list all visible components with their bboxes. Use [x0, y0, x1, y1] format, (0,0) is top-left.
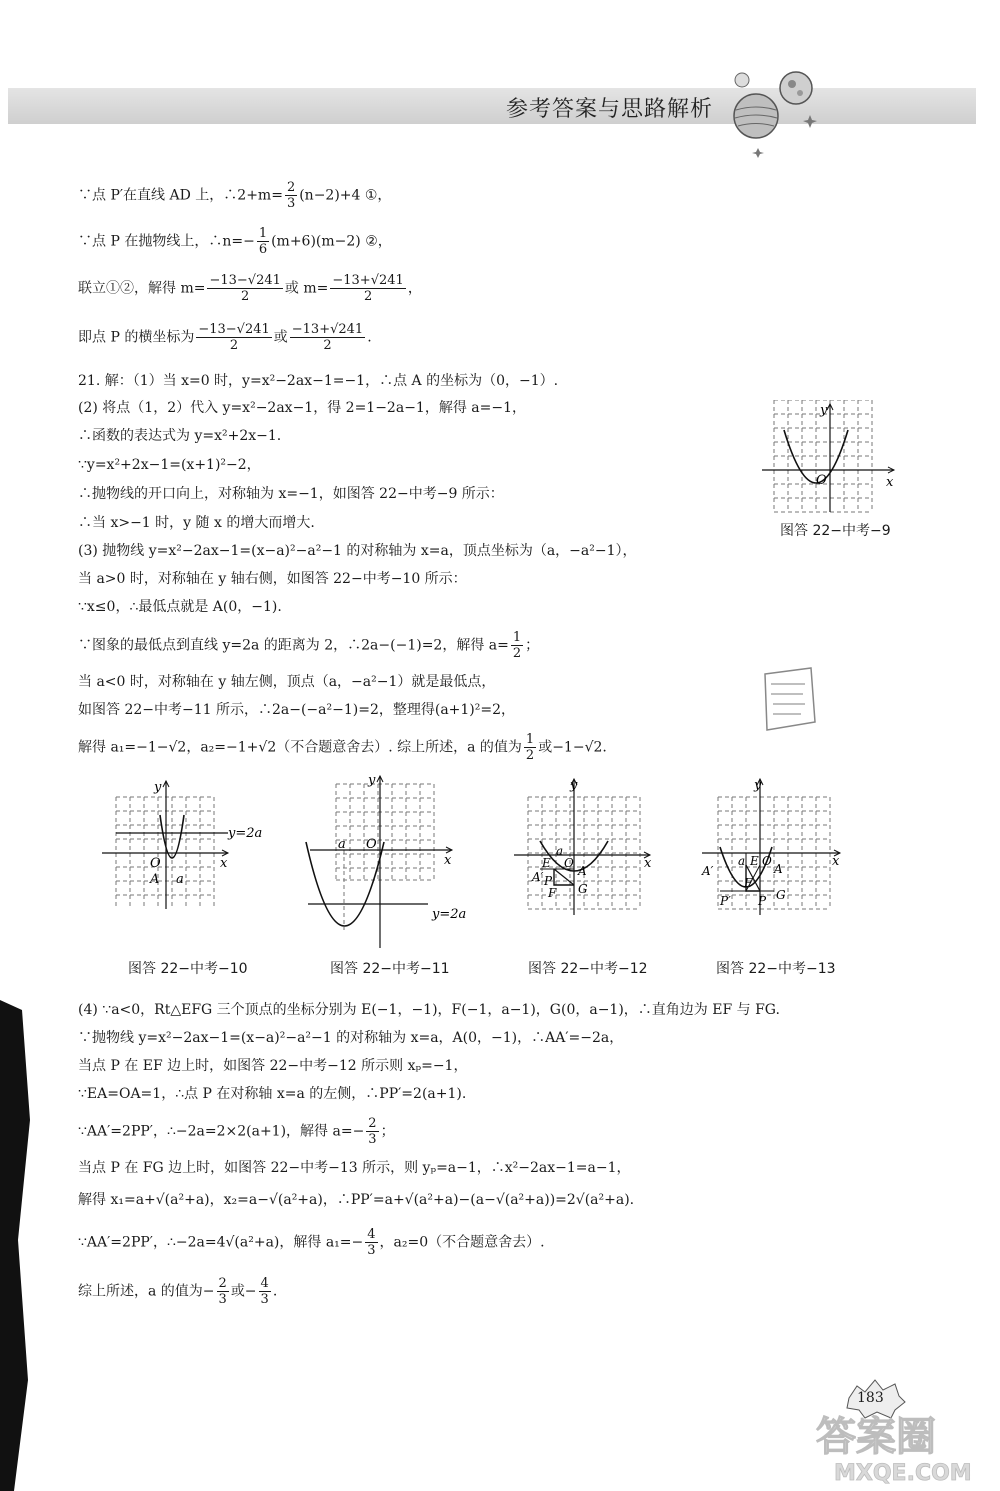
svg-text:答案圈: 答案圈	[816, 1414, 936, 1460]
text-line-9: ∴抛物线的开口向上，对称轴为 x=−1，如图答 22−中考−9 所示：	[78, 486, 504, 502]
text-line-13: ∵x≤0，∴最低点就是 A(0，−1).	[78, 599, 282, 615]
point-label-f: F	[744, 876, 753, 890]
point-label-e: E	[542, 856, 551, 870]
text-line-14: ∵图象的最低点到直线 y=2a 的距离为 2，∴2a−(−1)=2，解得 a= $\frac{1}{2}$ ；	[78, 630, 540, 661]
stamp-icon	[757, 664, 819, 734]
fraction: $\frac{-13-√241}{2}$	[209, 273, 281, 304]
figure-22-9	[762, 400, 902, 515]
text-line-20: 当点 P 在 EF 边上时，如图答 22−中考−12 所示则 xₚ=−1，	[78, 1058, 468, 1074]
fraction: $\frac{-13-√241}{2}$	[198, 322, 270, 353]
figure-22-12	[512, 775, 662, 925]
text-line-24: 解得 x₁=a+√(a²+a)，x₂=a−√(a²+a)，∴PP′=a+√(a²+a)−(a−√(a²+a))=2√(a²+a).	[78, 1192, 635, 1208]
point-label-e: E	[750, 854, 759, 868]
origin-label: O	[762, 854, 772, 868]
text-line-17: 解得 a₁=−1−√2，a₂=−1+√2（不合题意舍去）. 综上所述，a 的值为 $\frac{1}{2}$ 或−1−√2.	[78, 732, 607, 763]
text-line-2: ∵点 P 在抛物线上，∴n=− $\frac{1}{6}$ (m+6)(m−2) ②，	[78, 226, 392, 257]
fraction: $\frac{1}{6}$	[258, 226, 268, 257]
figure-caption: 图答 22−中考−9	[780, 523, 891, 539]
vertex-label: a	[556, 844, 564, 858]
fraction: $\frac{2}{3}$	[368, 1116, 377, 1147]
figure-22-10	[98, 775, 263, 915]
origin-label: O	[564, 856, 574, 870]
point-label-p: P	[758, 894, 767, 908]
origin-label: O	[366, 837, 377, 852]
point-label-p: P	[544, 874, 553, 888]
text-line-22: ∵AA′=2PP′，∴−2a=2×2(a+1)，解得 a=− $\frac{2}{3}$ ；	[78, 1116, 395, 1147]
text-line-26: 综上所述，a 的值为− $\frac{2}{3}$ 或− $\frac{4}{3}$ .	[78, 1276, 278, 1307]
figure-caption: 图答 22−中考−11	[330, 961, 450, 977]
point-label-a-prime: A′	[532, 870, 544, 884]
text-line-11: (3) 抛物线 y=x²−2ax−1=(x−a)²−a²−1 的对称轴为 x=a，顶点坐标为（a，−a²−1），	[78, 543, 637, 559]
svg-text:MXQE.COM: MXQE.COM	[834, 1461, 972, 1486]
page-header-title: 参考答案与思路解析	[506, 97, 714, 122]
text-line-8: ∵y=x²+2x−1=(x+1)²−2，	[78, 457, 261, 473]
axis-label-y: y	[820, 403, 828, 418]
text-line-6: (2) 将点（1，2）代入 y=x²−2ax−1，得 2=1−2a−1，解得 a=−1，	[78, 400, 526, 416]
text-line-15: 当 a<0 时，对称轴在 y 轴左侧，顶点（a，−a²−1）就是最低点，	[78, 674, 496, 690]
planets-decoration-icon	[722, 60, 822, 160]
vertex-label: a	[738, 854, 746, 868]
text-line-25: ∵AA′=2PP′，∴−2a=4√(a²+a)，解得 a₁=− $\frac{4}{3}$ ，a₂=0（不合题意舍去）.	[78, 1227, 545, 1258]
point-label-g: G	[578, 882, 588, 896]
fraction: $\frac{-13+√241}{2}$	[291, 322, 364, 353]
axis-label-x: x	[220, 856, 228, 871]
watermark-logo	[812, 1406, 992, 1486]
point-label-g: G	[776, 888, 786, 902]
axis-label-y: y	[368, 773, 376, 788]
text-line-1: ∵点 P′在直线 AD 上，∴2+m= $\frac{2}{3}$ (n−2)+4 ①，	[78, 180, 392, 211]
fraction: $\frac{1}{2}$	[525, 732, 535, 763]
vertex-label: a	[176, 872, 184, 887]
axis-label-y: y	[570, 778, 578, 793]
point-label-p-prime: P′	[720, 894, 731, 908]
header-band	[8, 88, 976, 124]
axis-label-x: x	[832, 854, 840, 869]
point-label-a-prime: A′	[702, 864, 714, 878]
point-label-a: A	[774, 862, 783, 876]
text-line-5: 21. 解：（1）当 x=0 时，y=x²−2ax−1=−1，∴点 A 的坐标为（0，−1）.	[78, 373, 559, 389]
axis-label-x: x	[886, 475, 894, 490]
text-line-23: 当点 P 在 FG 边上时，如图答 22−中考−13 所示，则 yₚ=a−1，∴x²−2ax−1=a−1，	[78, 1160, 631, 1176]
text-line-16: 如图答 22−中考−11 所示，∴2a−(−a²−1)=2，整理得(a+1)²=2，	[78, 702, 516, 718]
text-line-10: ∴当 x>−1 时，y 随 x 的增大而增大.	[78, 515, 315, 531]
fraction: $\frac{4}{3}$	[260, 1276, 269, 1307]
text-line-7: ∴函数的表达式为 y=x²+2x−1.	[78, 428, 282, 444]
fraction: $\frac{1}{2}$	[512, 630, 522, 661]
axis-label-y: y	[154, 780, 162, 795]
fraction: $\frac{2}{3}$	[286, 180, 296, 211]
line-label: y=2a	[432, 907, 467, 922]
figure-caption: 图答 22−中考−13	[716, 961, 836, 977]
text-line-21: ∵EA=OA=1，∴点 P 在对称轴 x=a 的左侧，∴PP′=2(a+1).	[78, 1086, 467, 1102]
page-edge-shadow	[0, 1000, 48, 1491]
axis-label-x: x	[444, 853, 452, 868]
axis-label-y: y	[754, 778, 762, 793]
point-label-f: F	[548, 886, 557, 900]
figure-22-13	[698, 775, 848, 925]
text-line-12: 当 a>0 时，对称轴在 y 轴右侧，如图答 22−中考−10 所示：	[78, 571, 467, 587]
origin-label: O	[150, 856, 161, 871]
figure-caption: 图答 22−中考−12	[528, 961, 648, 977]
origin-label: O	[816, 473, 827, 488]
figure-caption: 图答 22−中考−10	[128, 961, 248, 977]
line-label: y=2a	[228, 826, 263, 841]
axis-label-x: x	[644, 856, 652, 871]
point-label-a: A	[150, 872, 160, 887]
text-line-3: 联立①②，解得 m= $\frac{-13-√241}{2}$ 或 m= $\frac{-13+√241}{2}$ ，	[78, 273, 422, 304]
vertex-label: a	[338, 837, 346, 852]
page-number-text: 183	[857, 1390, 884, 1406]
watermark-icon	[812, 1406, 992, 1486]
point-label-a: A	[578, 864, 587, 878]
fraction: $\frac{-13+√241}{2}$	[332, 273, 404, 304]
text-line-4: 即点 P 的横坐标为 $\frac{-13-√241}{2}$ 或 $\frac{-13+√241}{2}$ .	[78, 322, 372, 353]
figure-22-11	[300, 770, 470, 955]
text-line-19: ∵抛物线 y=x²−2ax−1=(x−a)²−a²−1 的对称轴为 x=a，A(0，−1)，∴AA′=−2a，	[78, 1030, 624, 1046]
fraction: $\frac{2}{3}$	[218, 1276, 227, 1307]
fraction: $\frac{4}{3}$	[367, 1227, 376, 1258]
text-line-18: (4) ∵a<0，Rt△EFG 三个顶点的坐标分别为 E(−1，−1)，F(−1，a−1)，G(0，a−1)，∴直角边为 EF 与 FG.	[78, 1002, 780, 1018]
